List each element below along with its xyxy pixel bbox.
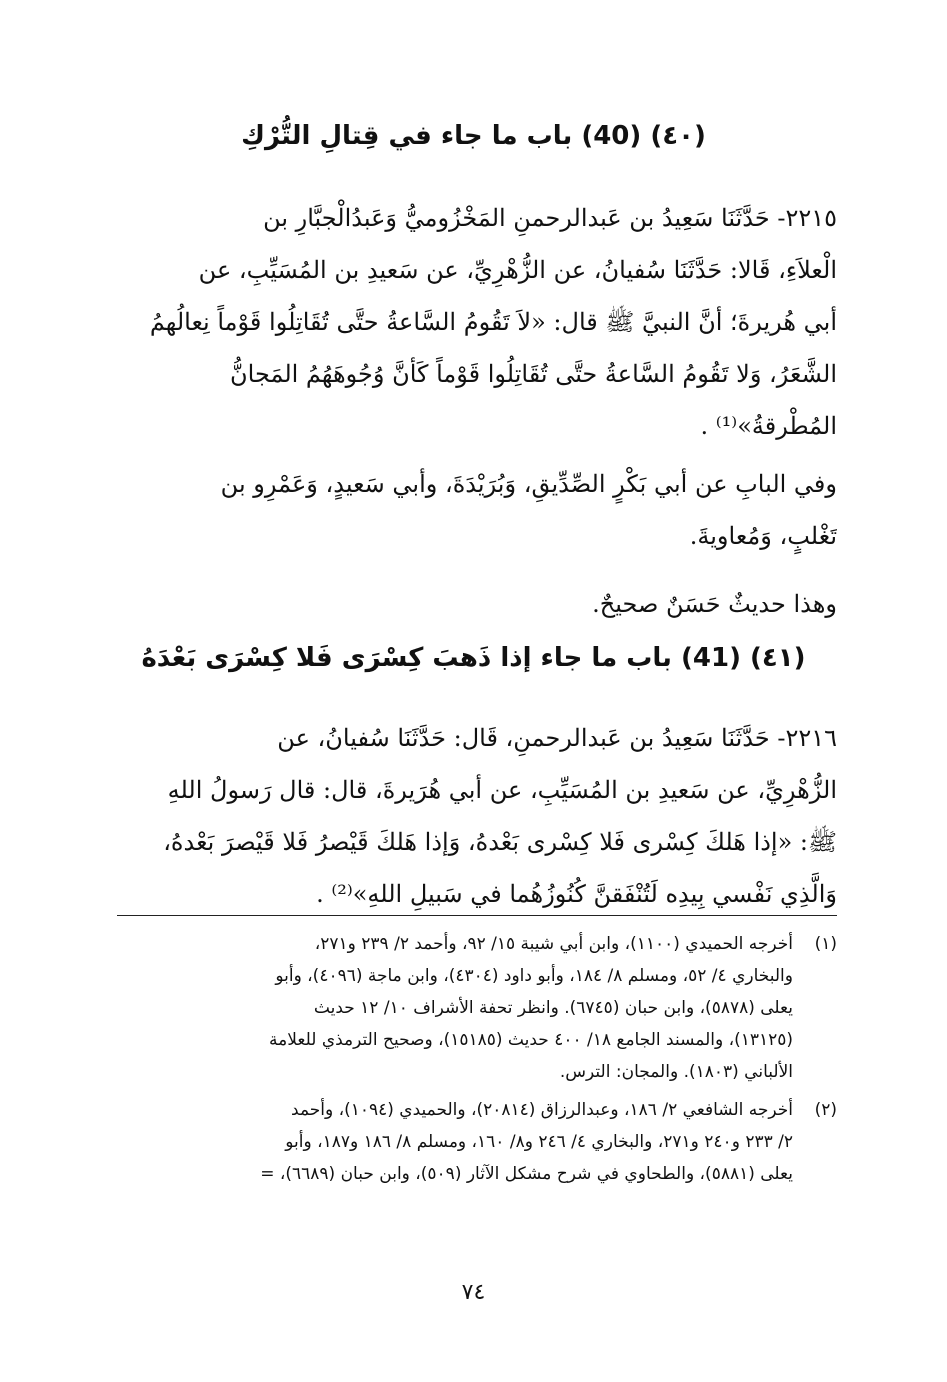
- footnote-2: [110, 1094, 837, 1190]
- text-line: الشَّعَرُ، وَلا تَقُومُ السَّاعةُ حتَّى تُقَاتِلُوا قَوْماً كَأنَّ وُجُوهَهُمُ المَجانُّ: [230, 360, 837, 388]
- text-line: الْعلاَءِ، قَالا: حَدَّثَنَا سُفيانُ، عن الزُّهْرِيِّ، عن سَعيدِ بن المُسَيِّبِ، عن: [198, 256, 837, 284]
- text-line: وَالَّذِي نَفْسي بِيدِه لَتُنْفَقنَّ كُنُوزُهُما في سَبيلِ اللهِ»⁽²⁾ .: [316, 880, 837, 908]
- text-line: تَغْلبٍ، وَمُعاويةَ.: [689, 522, 837, 550]
- text-line: أبي هُريرةَ؛ أنَّ النبيَّ ﷺ قال: «لاَ تَقُومُ السَّاعةُ حتَّى تُقَاتِلُوا قَوْماً نِعالُهمُ: [149, 308, 837, 336]
- footnote-number: (١): [814, 934, 837, 954]
- hadith-grading: [110, 578, 837, 630]
- footnote-number: (٢): [814, 1100, 837, 1120]
- text-line: الزُّهْرِيِّ، عن سَعيدِ بن المُسَيِّبِ، عن أبي هُرَيرةَ، قال: قال رَسولُ اللهِ: [167, 776, 837, 804]
- text-line: وفي البابِ عن أبي بَكْرٍ الصِّدِّيقِ، وَبُرَيْدَةَ، وأبي سَعيدٍ، وَعَمْرِو بن: [220, 470, 837, 498]
- text-line: ﷺ: «إذا هَلكَ كِسْرى فَلا كِسْرى بَعْدهُ، وَإذا هَلكَ قَيْصرُ فَلا قَيْصرَ بَعْدهُ،: [163, 828, 837, 856]
- text-line: المُطْرقةُ»⁽¹⁾ .: [700, 412, 837, 440]
- chapter-title-41: (٤١) (41) باب ما جاء إذا ذَهبَ كِسْرَى فَلا كِسْرَى بَعْدَهُ: [141, 643, 806, 673]
- footnote-text: [110, 928, 793, 1088]
- footnote-line: (١٣١٢٥)، والمسند الجامع ١٨/ ٤٠٠ حديث (١٥١٨٥)، وصحيح الترمذي للعلامة: [269, 1030, 793, 1050]
- footnote-line: ٢/ ٢٣٣ و٢٤٠ و٢٧١، والبخاري ٤/ ٢٤٦ و٨/ ١٦٠، ومسلم ٨/ ١٨٦ و١٨٧، وأبو: [285, 1132, 793, 1152]
- footnote-1: [110, 928, 837, 1088]
- footnote-divider: [117, 915, 837, 916]
- hadith-2215: [110, 192, 837, 452]
- footnote-line: أخرجه الحميدي (١١٠٠)، وابن أبي شيبة ١٥/ ٩٢، وأحمد ٢/ ٢٣٩ و٢٧١،: [314, 934, 793, 954]
- text-line: وهذا حديثٌ حَسَنٌ صحيحٌ.: [592, 590, 837, 618]
- footnote-line: أخرجه الشافعي ٢/ ١٨٦، وعبدالرزاق (٢٠٨١٤)، والحميدي (١٠٩٤)، وأحمد: [291, 1100, 793, 1120]
- chapter-title-40: (٤٠) (40) باب ما جاء في قِتالِ التُّرْكِ: [241, 121, 706, 151]
- footnote-line: والبخاري ٤/ ٥٢، ومسلم ٨/ ١٨٤، وأبو داود (٤٣٠٤)، وابن ماجة (٤٠٩٦)، وأبو: [275, 966, 793, 986]
- text-line: ٢٢١٦- حَدَّثَنَا سَعِيدُ بن عَبدالرحمنِ، قَال: حَدَّثَنَا سُفيانُ، عن: [277, 724, 837, 752]
- hadith-2216: [110, 712, 837, 920]
- footnote-line: الألباني (١٨٠٣). والمجان: الترس.: [559, 1062, 793, 1082]
- footnote-text: [110, 1094, 793, 1190]
- footnote-line: يعلى (٥٨٨١)، والطحاوي في شرح مشكل الآثار (٥٠٩)، وابن حبان (٦٦٨٩)، =: [260, 1164, 793, 1184]
- footnote-line: يعلى (٥٨٧٨)، وابن حبان (٦٧٤٥). وانظر تحفة الأشراف ١٠/ ١٢ حديث: [313, 998, 793, 1018]
- text-line: ٢٢١٥- حَدَّثَنَا سَعِيدُ بن عَبدالرحمنِ المَخْزُوميُّ وَعَبدُالْجبَّارِ بن: [263, 204, 837, 232]
- chapter-references: [110, 458, 837, 562]
- footnotes: [110, 928, 837, 1196]
- page-number: ٧٤: [461, 1280, 486, 1305]
